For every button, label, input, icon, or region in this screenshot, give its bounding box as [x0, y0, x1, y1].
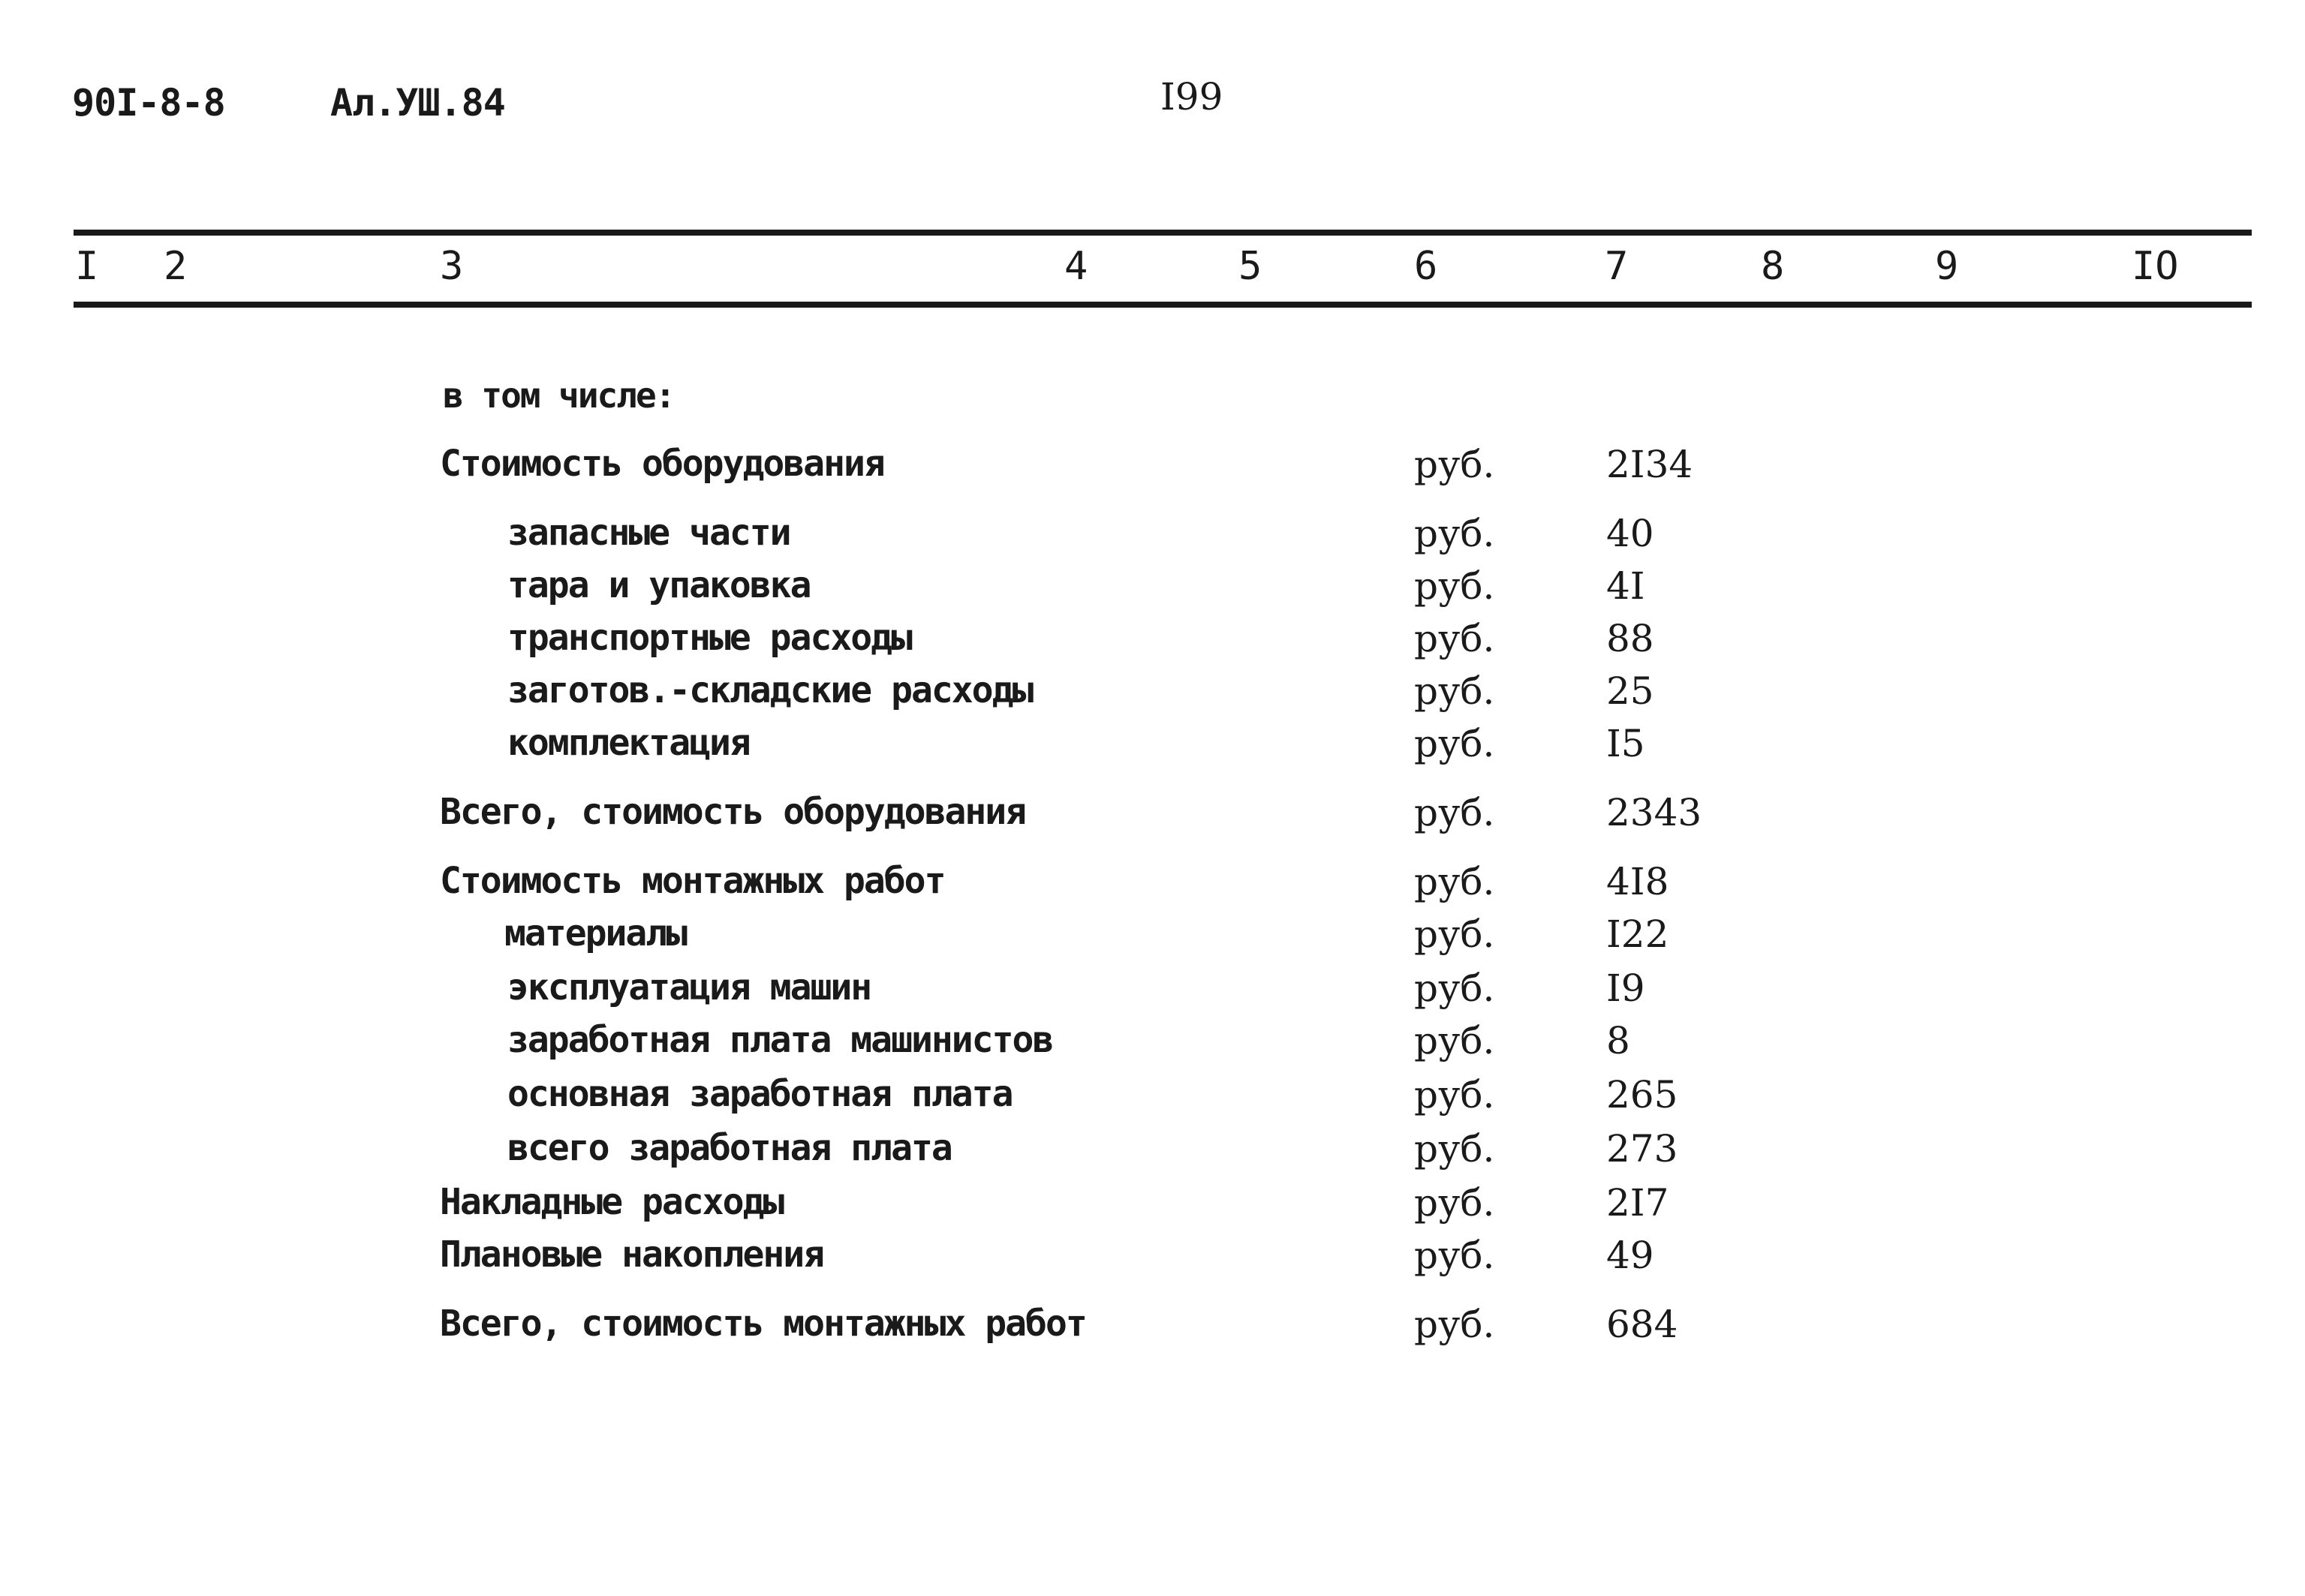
table-row: [0, 722, 2305, 767]
row-label: транспортные расходы: [507, 617, 911, 659]
row-value: 2343: [1606, 791, 1702, 834]
table-top-rule: [74, 230, 2252, 236]
table-row: [0, 1303, 2305, 1348]
column-number-10: IO: [2132, 244, 2179, 289]
table-row: [0, 1019, 2305, 1064]
row-value: 273: [1606, 1127, 1678, 1171]
row-unit: руб.: [1414, 1234, 1495, 1277]
row-unit: руб.: [1414, 443, 1495, 486]
column-number-6: 6: [1414, 244, 1438, 289]
table-row: [0, 443, 2305, 488]
table-row: [0, 966, 2305, 1011]
row-label: Плановые накопления: [440, 1234, 824, 1276]
table-row: [0, 564, 2305, 609]
album-reference: Ал.УШ.84: [330, 81, 505, 125]
row-value: 2I7: [1606, 1181, 1669, 1225]
row-label: эксплуатация машин: [507, 966, 871, 1008]
row-label: Стоимость оборудования: [440, 443, 884, 485]
row-unit: руб.: [1414, 860, 1495, 903]
row-unit: руб.: [1414, 966, 1495, 1010]
table-row: [0, 791, 2305, 836]
row-label: всего заработная плата: [507, 1127, 952, 1169]
page-number: I99: [1160, 75, 1223, 119]
row-label: запасные части: [507, 512, 790, 554]
row-unit: руб.: [1414, 617, 1495, 660]
row-value: 8: [1606, 1019, 1630, 1062]
row-unit: руб.: [1414, 1127, 1495, 1171]
table-row: [0, 1127, 2305, 1172]
column-number-4: 4: [1064, 244, 1088, 289]
row-unit: руб.: [1414, 1303, 1495, 1346]
row-unit: руб.: [1414, 1019, 1495, 1062]
row-label: основная заработная плата: [507, 1073, 1013, 1115]
row-unit: руб.: [1414, 912, 1495, 956]
row-value: I22: [1606, 912, 1669, 956]
subheading-including: в том числе:: [443, 375, 675, 416]
table-row: [0, 669, 2305, 714]
table-row: [0, 912, 2305, 957]
row-label: заготов.-складские расходы: [507, 669, 1033, 711]
row-value: I5: [1606, 722, 1645, 765]
column-number-9: 9: [1935, 244, 1959, 289]
row-value: 4I8: [1606, 860, 1669, 903]
row-value: 49: [1606, 1234, 1654, 1277]
row-label: Стоимость монтажных работ: [440, 860, 945, 902]
row-value: I9: [1606, 966, 1645, 1010]
table-row: [0, 1073, 2305, 1118]
row-label: Всего, стоимость монтажных работ: [440, 1303, 1086, 1345]
table-row: [0, 860, 2305, 905]
row-unit: руб.: [1414, 1181, 1495, 1225]
row-label: Накладные расходы: [440, 1181, 784, 1223]
row-label: тара и упаковка: [507, 564, 811, 606]
row-unit: руб.: [1414, 722, 1495, 765]
column-number-2: 2: [164, 244, 188, 289]
document-code: 90I-8-8: [72, 81, 225, 125]
table-row: [0, 1234, 2305, 1279]
row-unit: руб.: [1414, 512, 1495, 555]
row-label: материалы: [504, 912, 687, 954]
row-unit: руб.: [1414, 669, 1495, 713]
table-header-bottom-rule: [74, 302, 2252, 308]
row-label: заработная плата машинистов: [507, 1019, 1053, 1061]
row-value: 684: [1606, 1303, 1678, 1346]
column-number-5: 5: [1238, 244, 1262, 289]
row-unit: руб.: [1414, 791, 1495, 834]
row-value: 4I: [1606, 564, 1645, 608]
column-number-8: 8: [1761, 244, 1785, 289]
row-value: 88: [1606, 617, 1654, 660]
table-row: [0, 512, 2305, 557]
column-number-1: I: [75, 244, 99, 289]
row-value: 25: [1606, 669, 1654, 713]
row-label: Всего, стоимость оборудования: [440, 791, 1026, 833]
table-row: [0, 1181, 2305, 1226]
row-value: 265: [1606, 1073, 1678, 1117]
row-label: комплектация: [507, 722, 750, 764]
row-unit: руб.: [1414, 1073, 1495, 1117]
row-unit: руб.: [1414, 564, 1495, 608]
column-number-3: 3: [440, 244, 464, 289]
column-number-7: 7: [1605, 244, 1629, 289]
table-row: [0, 617, 2305, 662]
row-value: 2I34: [1606, 443, 1693, 486]
row-value: 40: [1606, 512, 1654, 555]
